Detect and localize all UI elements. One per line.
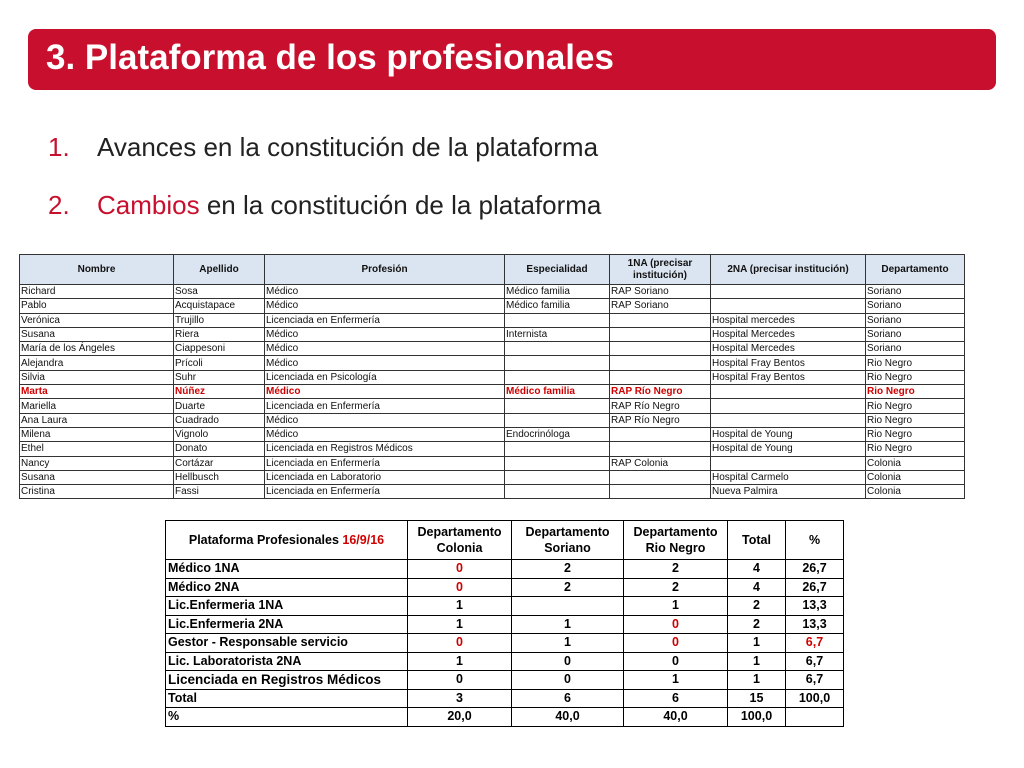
- summary-cell: 1: [728, 652, 786, 671]
- table-cell: Soriano: [866, 342, 965, 356]
- summary-cell: 2: [624, 578, 728, 597]
- table-cell: Sosa: [174, 285, 265, 299]
- table-header-cell: Especialidad: [505, 255, 610, 285]
- summary-row: [166, 652, 844, 671]
- table-cell: Médico familia: [505, 299, 610, 313]
- table-row: [20, 470, 965, 484]
- bullet-highlight: Cambios: [97, 190, 200, 220]
- summary-header-cell: %: [786, 521, 844, 560]
- summary-cell: 2: [728, 597, 786, 616]
- table-cell: [505, 442, 610, 456]
- table-cell: Hospital Carmelo: [711, 470, 866, 484]
- table-cell: Cortázar: [174, 456, 265, 470]
- table-cell: Médico: [265, 413, 505, 427]
- table-cell: Hospital de Young: [711, 442, 866, 456]
- table-cell: Nancy: [20, 456, 174, 470]
- table-cell: Verónica: [20, 313, 174, 327]
- table-cell: RAP Soriano: [610, 299, 711, 313]
- table-cell: Alejandra: [20, 356, 174, 370]
- summary-header-row: [166, 521, 844, 560]
- table-cell: Silvia: [20, 370, 174, 384]
- table-cell: Rio Negro: [866, 442, 965, 456]
- summary-cell: 2: [512, 578, 624, 597]
- table-cell: Nueva Palmira: [711, 485, 866, 499]
- table-cell: Médico familia: [505, 285, 610, 299]
- table-row: [20, 370, 965, 384]
- table-cell: Licenciada en Enfermería: [265, 485, 505, 499]
- summary-row-label: Licenciada en Registros Médicos: [166, 671, 408, 690]
- table-cell: Rio Negro: [866, 356, 965, 370]
- table-cell: RAP Río Negro: [610, 399, 711, 413]
- table-cell: [711, 299, 866, 313]
- table-cell: Rio Negro: [866, 413, 965, 427]
- table-row: [20, 413, 965, 427]
- summary-cell: 1: [624, 671, 728, 690]
- table-cell: Núñez: [174, 385, 265, 399]
- table-cell: [505, 456, 610, 470]
- summary-row: [166, 671, 844, 690]
- professionals-table: [19, 254, 965, 499]
- summary-cell: 0: [408, 671, 512, 690]
- summary-row: [166, 560, 844, 579]
- table-cell: Susana: [20, 327, 174, 341]
- table-cell: Hospital Fray Bentos: [711, 356, 866, 370]
- table-cell: Rio Negro: [866, 385, 965, 399]
- summary-row-label: %: [166, 708, 408, 727]
- table-row: [20, 442, 965, 456]
- table-row: [20, 327, 965, 341]
- table-header-cell: 1NA (precisar institución): [610, 255, 711, 285]
- table-cell: Médico: [265, 356, 505, 370]
- table-cell: Rio Negro: [866, 427, 965, 441]
- table-cell: Médico: [265, 327, 505, 341]
- table-cell: Hospital de Young: [711, 427, 866, 441]
- summary-cell: 4: [728, 578, 786, 597]
- table-cell: [610, 342, 711, 356]
- summary-body: [166, 560, 844, 727]
- table-cell: Cristina: [20, 485, 174, 499]
- table-cell: Hospital Mercedes: [711, 342, 866, 356]
- summary-row-label: Médico 1NA: [166, 560, 408, 579]
- table-cell: Médico familia: [505, 385, 610, 399]
- table-cell: Licenciada en Enfermería: [265, 399, 505, 413]
- bullet-body: Avances en la constitución de la plataforma: [97, 132, 599, 162]
- summary-cell: 26,7: [786, 578, 844, 597]
- summary-cell: 26,7: [786, 560, 844, 579]
- summary-cell: 0: [408, 560, 512, 579]
- summary-row-label: Lic. Laboratorista 2NA: [166, 652, 408, 671]
- table-header-cell: 2NA (precisar institución): [711, 255, 866, 285]
- table-cell: Endocrinóloga: [505, 427, 610, 441]
- summary-cell: 40,0: [624, 708, 728, 727]
- table-row: [20, 385, 965, 399]
- summary-cell: 6: [624, 689, 728, 708]
- table-header-cell: Nombre: [20, 255, 174, 285]
- table-row: [20, 399, 965, 413]
- table-cell: Trujillo: [174, 313, 265, 327]
- bullet-text: [97, 132, 598, 163]
- summary-row: [166, 578, 844, 597]
- table-body: [20, 285, 965, 499]
- table-row: [20, 485, 965, 499]
- summary-cell: 0: [624, 634, 728, 653]
- summary-cell: 13,3: [786, 597, 844, 616]
- summary-cell: 1: [408, 615, 512, 634]
- table-row: [20, 313, 965, 327]
- table-cell: [505, 313, 610, 327]
- table-cell: [505, 356, 610, 370]
- table-cell: Licenciada en Enfermería: [265, 313, 505, 327]
- table-cell: Cuadrado: [174, 413, 265, 427]
- table-cell: [610, 485, 711, 499]
- table-cell: María de los Ángeles: [20, 342, 174, 356]
- summary-cell: [512, 597, 624, 616]
- summary-cell: 6,7: [786, 671, 844, 690]
- summary-header-date: 16/9/16: [342, 533, 385, 547]
- table-cell: Richard: [20, 285, 174, 299]
- summary-row: [166, 708, 844, 727]
- table-cell: [610, 313, 711, 327]
- table-cell: [505, 399, 610, 413]
- summary-header-cell: Total: [728, 521, 786, 560]
- table-cell: Médico: [265, 299, 505, 313]
- summary-cell: 3: [408, 689, 512, 708]
- table-cell: Licenciada en Registros Médicos: [265, 442, 505, 456]
- summary-header-cell: Departamento Rio Negro: [624, 521, 728, 560]
- table-cell: Internista: [505, 327, 610, 341]
- bullet-number: 1.: [48, 132, 70, 162]
- table-cell: Colonia: [866, 485, 965, 499]
- summary-cell: 100,0: [786, 689, 844, 708]
- table-cell: Prícoli: [174, 356, 265, 370]
- table-cell: Hospital mercedes: [711, 313, 866, 327]
- summary-cell: 6,7: [786, 652, 844, 671]
- summary-row-label: Lic.Enfermeria 1NA: [166, 597, 408, 616]
- summary-row: [166, 597, 844, 616]
- table-cell: [610, 356, 711, 370]
- table-cell: Hospital Mercedes: [711, 327, 866, 341]
- table-cell: [711, 285, 866, 299]
- table-cell: Vignolo: [174, 427, 265, 441]
- summary-row-label: Gestor - Responsable servicio: [166, 634, 408, 653]
- summary-cell: 4: [728, 560, 786, 579]
- summary-cell: 2: [624, 560, 728, 579]
- table-cell: Riera: [174, 327, 265, 341]
- summary-row: [166, 634, 844, 653]
- table-cell: Médico: [265, 342, 505, 356]
- table-cell: Soriano: [866, 285, 965, 299]
- table-cell: Ana Laura: [20, 413, 174, 427]
- summary-cell: 0: [512, 652, 624, 671]
- table-cell: Mariella: [20, 399, 174, 413]
- summary-cell: 1: [512, 634, 624, 653]
- table-cell: RAP Colonia: [610, 456, 711, 470]
- summary-cell: 0: [624, 652, 728, 671]
- summary-cell: 15: [728, 689, 786, 708]
- table-cell: Marta: [20, 385, 174, 399]
- summary-cell: 6: [512, 689, 624, 708]
- summary-row-label: Total: [166, 689, 408, 708]
- table-cell: Rio Negro: [866, 370, 965, 384]
- table-cell: Hospital Fray Bentos: [711, 370, 866, 384]
- summary-cell: 40,0: [512, 708, 624, 727]
- bullet-body: en la constitución de la plataforma: [199, 190, 602, 220]
- summary-row-label: Médico 2NA: [166, 578, 408, 597]
- summary-cell: 6,7: [786, 634, 844, 653]
- summary-cell: 1: [408, 652, 512, 671]
- summary-cell: 0: [408, 634, 512, 653]
- table-header-cell: Apellido: [174, 255, 265, 285]
- table-cell: [711, 413, 866, 427]
- summary-row-label: Lic.Enfermeria 2NA: [166, 615, 408, 634]
- summary-cell: 100,0: [728, 708, 786, 727]
- summary-cell: 1: [512, 615, 624, 634]
- bullet-text: [97, 190, 601, 221]
- table-row: [20, 356, 965, 370]
- summary-cell: 0: [512, 671, 624, 690]
- summary-cell: 1: [728, 634, 786, 653]
- table-cell: Donato: [174, 442, 265, 456]
- table-header-cell: Profesión: [265, 255, 505, 285]
- table-row: [20, 342, 965, 356]
- table-cell: Colonia: [866, 456, 965, 470]
- table-cell: Duarte: [174, 399, 265, 413]
- table-cell: Fassi: [174, 485, 265, 499]
- bullet-number: 2.: [48, 190, 70, 220]
- table-cell: [610, 442, 711, 456]
- table-cell: [610, 470, 711, 484]
- table-cell: [711, 385, 866, 399]
- table-cell: Soriano: [866, 299, 965, 313]
- summary-cell: 13,3: [786, 615, 844, 634]
- summary-cell: 1: [408, 597, 512, 616]
- table-header-row: [20, 255, 965, 285]
- table-cell: Licenciada en Enfermería: [265, 456, 505, 470]
- summary-header-platform: Plataforma Profesionales 16/9/16: [166, 521, 408, 560]
- summary-cell: 1: [728, 671, 786, 690]
- table-cell: Licenciada en Laboratorio: [265, 470, 505, 484]
- table-cell: Médico: [265, 285, 505, 299]
- table-cell: RAP Río Negro: [610, 413, 711, 427]
- table-cell: RAP Río Negro: [610, 385, 711, 399]
- table-row: [20, 299, 965, 313]
- table-row: [20, 427, 965, 441]
- summary-cell: 1: [624, 597, 728, 616]
- table-cell: Soriano: [866, 313, 965, 327]
- table-cell: [711, 456, 866, 470]
- table-cell: RAP Soriano: [610, 285, 711, 299]
- summary-cell: 0: [624, 615, 728, 634]
- table-cell: [505, 342, 610, 356]
- table-cell: Pablo: [20, 299, 174, 313]
- table-header-cell: Departamento: [866, 255, 965, 285]
- table-cell: Hellbusch: [174, 470, 265, 484]
- table-cell: Acquistapace: [174, 299, 265, 313]
- table-cell: Médico: [265, 427, 505, 441]
- summary-row: [166, 689, 844, 708]
- table-cell: Ciappesoni: [174, 342, 265, 356]
- title-banner: [28, 29, 996, 90]
- summary-cell: 2: [512, 560, 624, 579]
- table-cell: [711, 399, 866, 413]
- table-cell: [505, 413, 610, 427]
- summary-cell: 20,0: [408, 708, 512, 727]
- table-row: [20, 456, 965, 470]
- table-cell: Colonia: [866, 470, 965, 484]
- table-cell: Soriano: [866, 327, 965, 341]
- table-cell: Médico: [265, 385, 505, 399]
- summary-header-cell: Departamento Soriano: [512, 521, 624, 560]
- table-cell: Milena: [20, 427, 174, 441]
- table-cell: Suhr: [174, 370, 265, 384]
- table-cell: [610, 327, 711, 341]
- summary-header-cell: Departamento Colonia: [408, 521, 512, 560]
- page-title: 3. Plataforma de los profesionales: [46, 38, 614, 77]
- summary-cell: 2: [728, 615, 786, 634]
- summary-cell: [786, 708, 844, 727]
- table-cell: [505, 370, 610, 384]
- table-cell: [505, 470, 610, 484]
- summary-row: [166, 615, 844, 634]
- table-cell: Ethel: [20, 442, 174, 456]
- summary-cell: 0: [408, 578, 512, 597]
- table-cell: Licenciada en Psicología: [265, 370, 505, 384]
- table-cell: Susana: [20, 470, 174, 484]
- table-cell: Rio Negro: [866, 399, 965, 413]
- table-cell: [610, 427, 711, 441]
- table-cell: [505, 485, 610, 499]
- summary-table: [165, 520, 844, 727]
- table-row: [20, 285, 965, 299]
- table-cell: [610, 370, 711, 384]
